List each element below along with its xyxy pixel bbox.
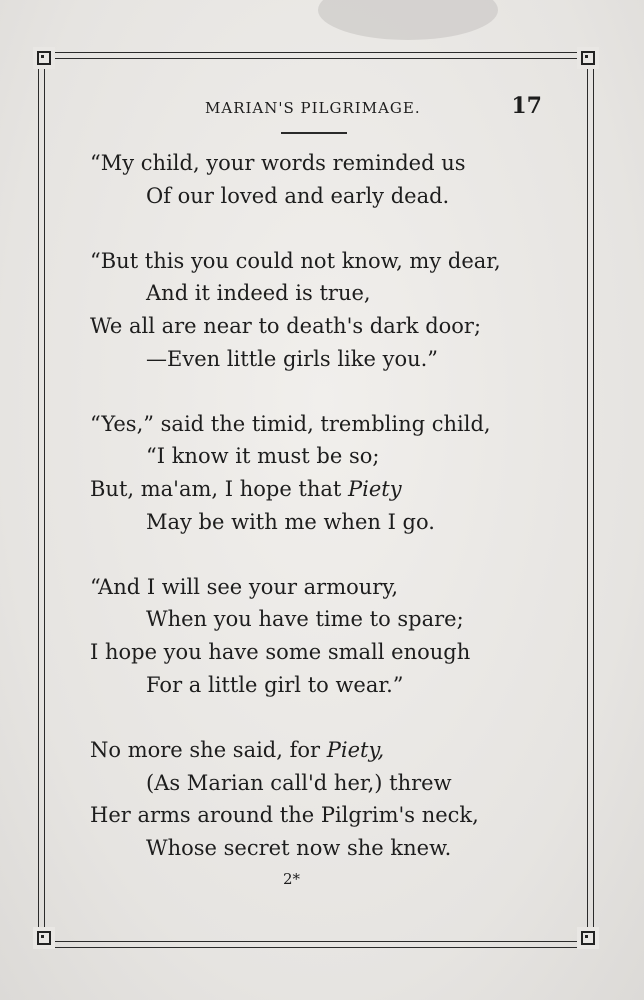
stanza-gap	[90, 538, 560, 570]
poem-line: (As Marian call'd her,) threw	[146, 770, 452, 795]
running-head: MARIAN'S PILGRIMAGE.	[205, 99, 421, 117]
poem-line: “Yes,” said the timid, trembling child,	[90, 411, 491, 436]
poem-line: Whose secret now she knew.	[146, 835, 452, 860]
poem-body	[90, 147, 560, 865]
emphasis-word: Piety,	[326, 737, 385, 762]
stanza-gap	[90, 375, 560, 407]
poem-line: —Even little girls like you.”	[146, 346, 439, 371]
page-header	[90, 95, 550, 125]
poem-line: For a little girl to wear.”	[146, 672, 404, 697]
poem-line: When you have time to spare;	[146, 607, 464, 632]
poem-line: Her arms around the Pilgrim's neck,	[90, 803, 479, 828]
header-rule	[281, 132, 347, 134]
poem-line: Of our loved and early dead.	[146, 183, 450, 208]
poem-line: “I know it must be so;	[146, 444, 380, 469]
page-number: 17	[511, 93, 542, 119]
stanza-gap	[90, 702, 560, 734]
signature-mark: 2*	[283, 870, 301, 888]
corner-ornament-bottom-right	[577, 927, 599, 949]
poem-line: I hope you have some small enough	[90, 640, 471, 665]
corner-ornament-bottom-left	[33, 927, 55, 949]
poem-line-text: No more she said, for	[90, 737, 327, 762]
poem-line: “And I will see your armoury,	[90, 574, 399, 599]
poem-line: May be with me when I go.	[146, 509, 435, 534]
poem-line: “But this you could not know, my dear,	[90, 248, 501, 273]
emphasis-word: Piety	[348, 477, 402, 502]
corner-ornament-top-right	[577, 47, 599, 69]
poem-line-text: But, ma'am, I hope that	[90, 477, 349, 502]
poem-line: “My child, your words reminded us	[90, 151, 466, 175]
poem-line: And it indeed is true,	[146, 281, 371, 306]
poem-line	[90, 734, 560, 767]
poem-line	[90, 473, 560, 506]
corner-ornament-top-left	[33, 47, 55, 69]
poem-line: We all are near to death's dark door;	[90, 314, 482, 339]
stanza-gap	[90, 212, 560, 244]
